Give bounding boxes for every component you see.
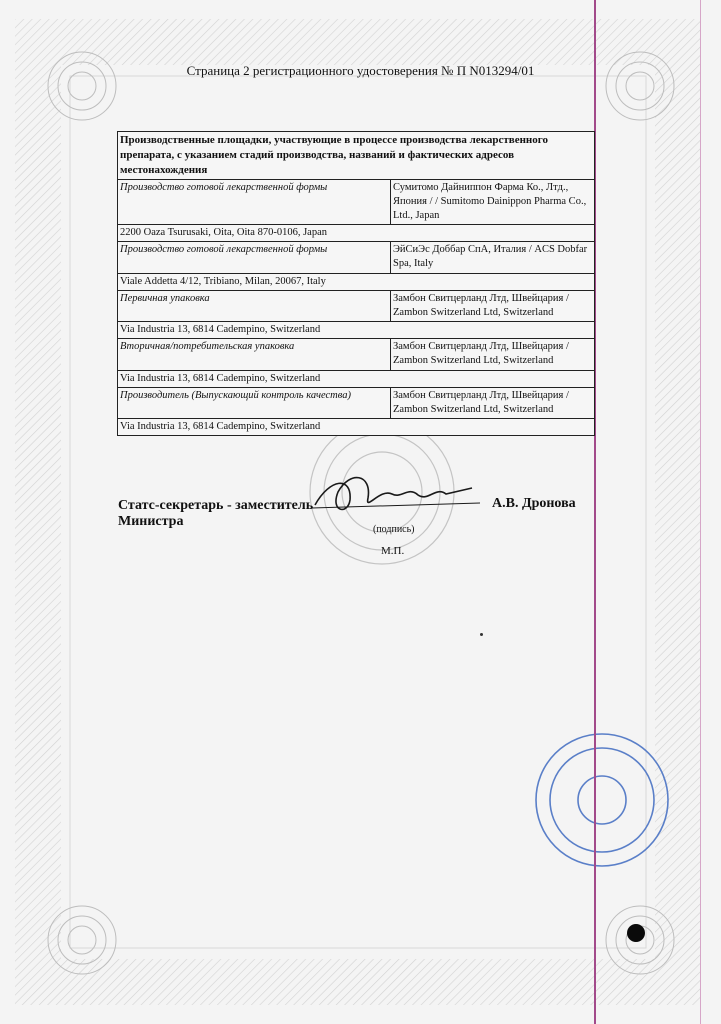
page-header: Страница 2 регистрационного удостоверения № П N013294/01 bbox=[186, 63, 535, 78]
stage-cell: Производство готовой лекарственной формы bbox=[118, 179, 391, 225]
table-row bbox=[118, 290, 595, 321]
company-cell: Сумитомо Дайниппон Фарма Ко., Лтд., Япония / / Sumitomo Dainippon Pharma Co., Ltd., Japan bbox=[391, 179, 595, 225]
address-row bbox=[118, 370, 595, 387]
stage-cell: Первичная упаковка bbox=[118, 290, 391, 321]
company-cell: Замбон Свитцерланд Лтд, Швейцария / Zambon Switzerland Ltd, Switzerland bbox=[391, 387, 595, 418]
address-cell: Via Industria 13, 6814 Cadempino, Switzerland bbox=[118, 322, 595, 339]
company-cell: ЭйСиЭс Доббар СпА, Италия / ACS Dobfar Spa, Italy bbox=[391, 242, 595, 273]
scan-speck bbox=[480, 633, 483, 636]
address-row bbox=[118, 322, 595, 339]
stage-cell: Вторичная/потребительская упаковка bbox=[118, 339, 391, 370]
seal-mark: М.П. bbox=[381, 545, 405, 557]
signatory-position-line1: Статс-секретарь - заместитель bbox=[118, 498, 314, 513]
address-row bbox=[118, 419, 595, 436]
punch-hole bbox=[627, 924, 645, 942]
address-cell: Via Industria 13, 6814 Cadempino, Switzerland bbox=[118, 419, 595, 436]
address-row bbox=[118, 225, 595, 242]
address-cell: Via Industria 13, 6814 Cadempino, Switzerland bbox=[118, 370, 595, 387]
stage-cell: Производитель (Выпускающий контроль качества) bbox=[118, 387, 391, 418]
company-stamp bbox=[536, 734, 668, 866]
table-row bbox=[118, 179, 595, 225]
company-cell: Замбон Свитцерланд Лтд, Швейцария / Zambon Switzerland Ltd, Switzerland bbox=[391, 339, 595, 370]
table-heading: Производственные площадки, участвующие в процессе производства лекарственного препарата, с указанием стадий производства, названий и фактических адресов местонахождения bbox=[118, 132, 595, 180]
margin-line-faint bbox=[700, 0, 701, 1024]
table-row bbox=[118, 242, 595, 273]
manufacturing-sites-table bbox=[117, 131, 595, 436]
stage-cell: Производство готовой лекарственной формы bbox=[118, 242, 391, 273]
signatory-name: А.В. Дронова bbox=[492, 496, 576, 511]
address-cell: Viale Addetta 4/12, Tribiano, Milan, 20067, Italy bbox=[118, 273, 595, 290]
signature-scribble bbox=[315, 478, 472, 510]
table-row bbox=[118, 339, 595, 370]
company-cell: Замбон Свитцерланд Лтд, Швейцария / Zambon Switzerland Ltd, Switzerland bbox=[391, 290, 595, 321]
background-seal bbox=[310, 420, 454, 564]
address-cell: 2200 Oaza Tsurusaki, Oita, Oita 870-0106, Japan bbox=[118, 225, 595, 242]
signature-caption: (подпись) bbox=[373, 524, 415, 535]
table-heading-row bbox=[118, 132, 595, 180]
table-row bbox=[118, 387, 595, 418]
corner-rosette-bl bbox=[48, 906, 116, 974]
signatory-position-line2: Министра bbox=[118, 514, 184, 529]
address-row bbox=[118, 273, 595, 290]
